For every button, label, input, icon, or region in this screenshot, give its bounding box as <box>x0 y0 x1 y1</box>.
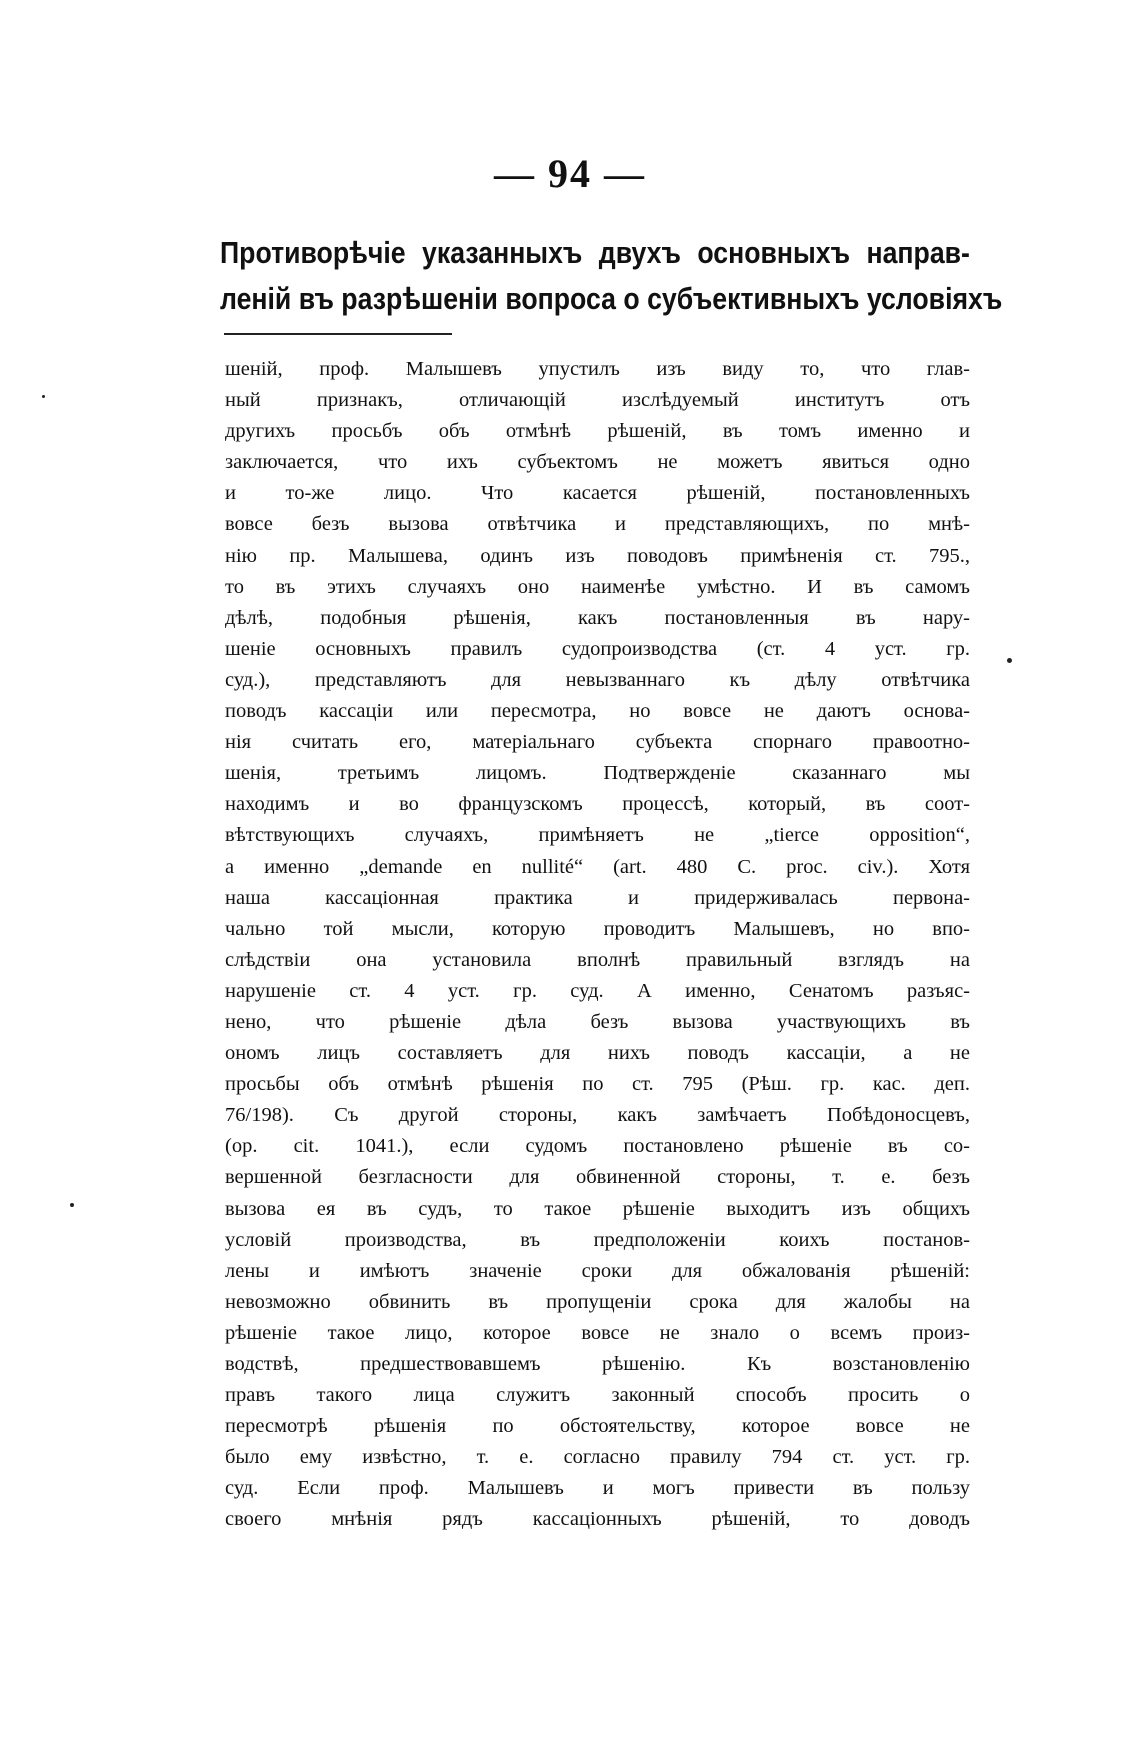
text-line: (op. cit. 1041.), если судомъ постановлено рѣшеніе въ со- <box>225 1135 970 1158</box>
text-line: нія считать его, матеріальнаго субъекта спорнаго правоотно- <box>225 731 970 754</box>
text-line: пересмотрѣ рѣшенія по обстоятельству, которое вовсе не <box>225 1415 970 1438</box>
text-line: нено, что рѣшеніе дѣла безъ вызова участвующихъ въ <box>225 1010 970 1033</box>
text-line: нарушеніе ст. 4 уст. гр. суд. А именно, Сенатомъ разъяс- <box>225 979 970 1002</box>
text-line: вершенной безгласности для обвиненной стороны, т. е. безъ <box>225 1166 970 1189</box>
scan-speck <box>70 1203 74 1207</box>
text-line: заключается, что ихъ субъектомъ не можетъ явиться одно <box>225 451 970 474</box>
scan-speck <box>1007 658 1012 663</box>
text-line: своего мнѣнія рядъ кассаціонныхъ рѣшеній, то доводъ <box>225 1508 970 1531</box>
text-line: вызова ея въ судъ, то такое рѣшеніе выходитъ изъ общихъ <box>225 1197 970 1220</box>
text-line: находимъ и во французскомъ процессѣ, который, въ соот- <box>225 793 970 816</box>
text-line: невозможно обвинить въ пропущеніи срока для жалобы на <box>225 1290 970 1313</box>
text-line: слѣдствіи она установила вполнѣ правильный взглядъ на <box>225 948 970 971</box>
text-line: поводъ кассаціи или пересмотра, но вовсе не даютъ основа- <box>225 700 970 723</box>
text-line: просьбы объ отмѣнѣ рѣшенія по ст. 795 (Рѣш. гр. кас. деп. <box>225 1073 970 1096</box>
text-line: вовсе безъ вызова отвѣтчика и представляющихъ, по мнѣ- <box>225 513 970 536</box>
text-line: ный признакъ, отличающій изслѣдуемый институтъ отъ <box>225 389 970 412</box>
text-line: шеній, проф. Малышевъ упустилъ изъ виду то, что глав- <box>225 358 970 380</box>
text-line: шеніе основныхъ правилъ судопроизводства (ст. 4 уст. гр. <box>225 637 970 660</box>
text-line: условій производства, въ предположеніи коихъ постанов- <box>225 1228 970 1251</box>
text-line: лены и имѣютъ значеніе сроки для обжалованія рѣшеній: <box>225 1259 970 1282</box>
text-line: было ему извѣстно, т. е. согласно правилу 794 ст. уст. гр. <box>225 1446 970 1469</box>
text-line: а именно „demande en nullité“ (art. 480 C. proc. civ.). Хотя <box>225 855 970 878</box>
text-line: правъ такого лица служитъ законный способъ просить о <box>225 1384 970 1407</box>
text-line: вѣтствующихъ случаяхъ, примѣняетъ не „tierce opposition“, <box>225 824 970 847</box>
text-line: суд.), представляютъ для невызваннаго къ дѣлу отвѣтчика <box>225 668 970 691</box>
body-text <box>225 354 970 1536</box>
text-line: суд. Если проф. Малышевъ и могъ привести въ пользу <box>225 1477 970 1500</box>
running-header <box>220 230 1003 322</box>
text-line: наша кассаціонная практика и придерживалась первона- <box>225 886 970 909</box>
scan-speck <box>42 395 45 398</box>
text-line: другихъ просьбъ объ отмѣнѣ рѣшеній, въ томъ именно и <box>225 420 970 443</box>
text-line: чально той мысли, которую проводитъ Малышевъ, но впо- <box>225 917 970 940</box>
text-line: ономъ лицъ составляетъ для нихъ поводъ кассаціи, а не <box>225 1042 970 1065</box>
text-line: и то-же лицо. Что касается рѣшеній, постановленныхъ <box>225 482 970 505</box>
text-line: 76/198). Съ другой стороны, какъ замѣчаетъ Побѣдоносцевъ, <box>225 1104 970 1127</box>
text-line: шенія, третьимъ лицомъ. Подтвержденіе сказаннаго мы <box>225 762 970 785</box>
running-header-line-1: Противорѣчіе указанныхъ двухъ основныхъ направ- <box>220 235 970 270</box>
text-line: дѣлѣ, подобныя рѣшенія, какъ постановленныя въ нару- <box>225 606 970 629</box>
text-line: рѣшеніе такое лицо, которое вовсе не знало о всемъ произ- <box>225 1321 970 1344</box>
page-number: — 94 — <box>494 151 646 196</box>
text-line: то въ этихъ случаяхъ оно наименѣе умѣстно. И въ самомъ <box>225 575 970 598</box>
text-line: нію пр. Малышева, одинъ изъ поводовъ примѣненія ст. 795., <box>225 544 970 567</box>
running-header-line-2: леній въ разрѣшеніи вопроса о субъективныхъ условіяхъ <box>220 281 1003 316</box>
section-divider <box>224 333 452 335</box>
text-line: водствѣ, предшествовавшемъ рѣшенію. Къ возстановленію <box>225 1353 970 1375</box>
